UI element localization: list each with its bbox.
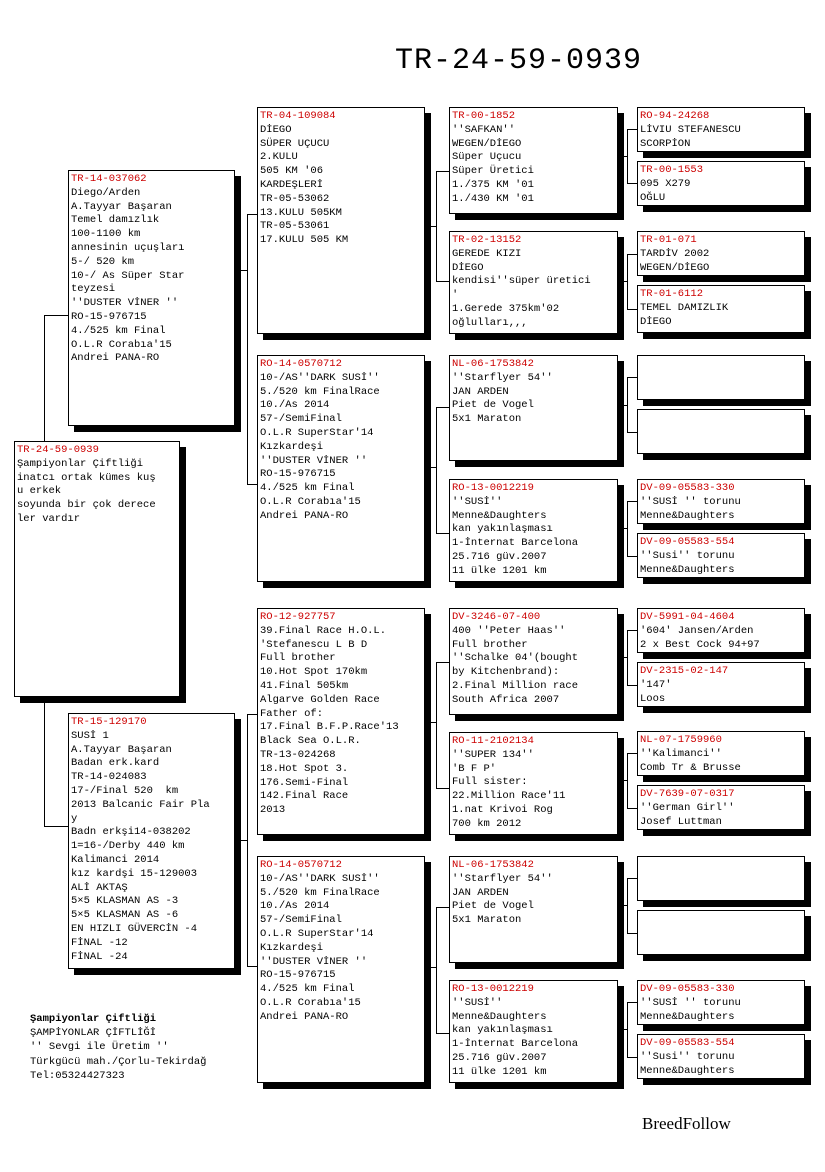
connector — [618, 1029, 627, 1030]
card-line: Father of: — [260, 707, 324, 720]
connector — [425, 967, 436, 968]
card-line: 1./375 KM '01 — [452, 178, 534, 191]
card-line: TEMEL DAMIZLIK — [640, 301, 729, 314]
connector — [247, 484, 257, 485]
card-line: Andrei PANA-RO — [260, 1010, 349, 1023]
connector — [425, 722, 436, 723]
card-line: 176.Semi-Final — [260, 776, 349, 789]
connector — [436, 788, 449, 789]
card-line: 4./525 km Final — [71, 324, 166, 337]
ring-number: RO-12-927757 — [260, 611, 336, 623]
card-line: Full sister: — [452, 776, 528, 789]
card-line: TR-14-024083 — [71, 771, 147, 784]
connector — [627, 753, 637, 754]
card-line: ''DUSTER VİNER '' — [260, 454, 368, 467]
card-line: ''Starflyer 54'' — [452, 371, 553, 384]
card-line: 10-/ As Süper Star — [71, 269, 185, 282]
ring-number: DV-2315-02-147 — [640, 665, 729, 677]
ring-number: TR-15-129170 — [71, 716, 147, 728]
card-line: 25.716 güv.2007 — [452, 1051, 547, 1064]
ring-number: DV-09-05583-330 — [640, 983, 735, 995]
connector — [627, 501, 637, 502]
connector — [436, 662, 437, 788]
card-gen4 — [637, 231, 805, 276]
ring-number: RO-13-0012219 — [452, 983, 534, 995]
connector — [618, 528, 627, 529]
connector — [425, 226, 436, 227]
connector — [436, 171, 449, 172]
card-gen4 — [637, 285, 805, 333]
card-line: 2.Final Million race — [452, 679, 579, 692]
card-sds — [449, 355, 618, 461]
connector — [627, 501, 628, 556]
card-line: ''Schalke 04'(bought — [452, 652, 579, 665]
ring-number: DV-09-05583-330 — [640, 482, 735, 494]
card-line: ALİ AKTAŞ — [71, 881, 128, 894]
card-gen4 — [637, 980, 805, 1025]
card-line: ''SUPER 134'' — [452, 748, 534, 761]
card-line: Kızkardeşi — [260, 440, 324, 453]
card-line: Full brother — [452, 638, 528, 651]
card-line: 11 ülke 1201 km — [452, 564, 547, 577]
card-gen4 — [637, 107, 805, 152]
card-line: DİEGO — [640, 315, 672, 328]
connector — [618, 281, 627, 282]
connector — [627, 377, 628, 432]
card-line: 41.Final 505km — [260, 679, 349, 692]
card-line: teyzesi — [71, 283, 116, 296]
card-line: 505 KM '06 — [260, 165, 324, 178]
breeder-address: Türkgücü mah./Çorlu-Tekirdağ — [30, 1055, 207, 1068]
card-line: ''Starflyer 54'' — [452, 872, 553, 885]
card-line: 10.Hot Spot 170km — [260, 666, 368, 679]
connector — [247, 714, 248, 966]
card-line: A.Tayyar Başaran — [71, 200, 172, 213]
connector — [627, 933, 637, 934]
connector — [247, 214, 257, 215]
ring-number: TR-02-13152 — [452, 234, 522, 246]
card-line: 5./520 km FinalRace — [260, 886, 380, 899]
connector — [44, 315, 68, 316]
card-line: EN HIZLI GÜVERCİN -4 — [71, 922, 198, 935]
card-line: Menne&Daughters — [452, 1010, 547, 1023]
card-line: 700 km 2012 — [452, 817, 522, 830]
pedigree-title: TR-24-59-0939 — [395, 44, 643, 78]
card-line: Süper Uçucu — [452, 151, 522, 164]
card-line: 5./520 km FinalRace — [260, 385, 380, 398]
card-line: Diego/Arden — [71, 186, 141, 199]
card-line: Full brother — [260, 652, 336, 665]
connector — [627, 254, 628, 309]
connector — [436, 907, 437, 1033]
card-dam-sire — [257, 608, 425, 835]
ring-number: RO-14-0570712 — [260, 358, 342, 370]
card-sss — [449, 107, 618, 214]
card-line: kendisi''süper üretici — [452, 275, 591, 288]
card-line: Black Sea O.L.R. — [260, 735, 361, 748]
connector — [627, 432, 637, 433]
card-gen4 — [637, 1034, 805, 1079]
ring-number: TR-01-6112 — [640, 288, 704, 300]
card-line: RO-15-976715 — [71, 310, 147, 323]
card-line: 2 x Best Cock 94+97 — [640, 638, 760, 651]
ring-number: RO-13-0012219 — [452, 482, 534, 494]
card-sire — [68, 170, 235, 426]
card-line: ''SAFKAN'' — [452, 123, 516, 136]
card-line: 2.KULU — [260, 151, 298, 164]
card-line: 5×5 KLASMAN AS -3 — [71, 895, 179, 908]
card-line: 10./As 2014 — [260, 900, 330, 913]
card-line: 25.716 güv.2007 — [452, 550, 547, 563]
card-line: kan yakınlaşması — [452, 1024, 553, 1037]
connector — [235, 840, 247, 841]
card-subject — [14, 441, 180, 697]
card-line: 10-/AS''DARK SUSİ'' — [260, 872, 380, 885]
card-dam — [68, 713, 235, 969]
card-line: 39.Final Race H.O.L. — [260, 624, 387, 637]
card-line: 18.Hot Spot 3. — [260, 762, 349, 775]
card-line: LİVIU STEFANESCU — [640, 123, 741, 136]
card-line: 22.Million Race'11 — [452, 790, 566, 803]
card-line: Comb Tr & Brusse — [640, 761, 741, 774]
card-line: ''German Girl'' — [640, 801, 735, 814]
card-line: ' — [452, 289, 459, 302]
card-line: Şampiyonlar Çiftliği — [17, 457, 144, 470]
connector — [436, 1033, 449, 1034]
card-line: 10./As 2014 — [260, 399, 330, 412]
card-line: 57-/SemiFinal — [260, 413, 342, 426]
ring-number: DV-5991-04-4604 — [640, 611, 735, 623]
card-line: Menne&Daughters — [640, 563, 735, 576]
connector — [627, 129, 628, 183]
card-line: Algarve Golden Race — [260, 693, 380, 706]
card-line: y — [71, 812, 78, 825]
card-line: JAN ARDEN — [452, 385, 509, 398]
card-line: 2013 — [260, 804, 286, 817]
card-line: RO-15-976715 — [260, 969, 336, 982]
card-gen4 — [637, 662, 805, 707]
breeder-name-upper: ŞAMPİYONLAR ÇİFTLİĞİ — [30, 1027, 157, 1040]
card-line: SCORPİON — [640, 137, 691, 150]
card-line: oğlulları,,, — [452, 316, 528, 329]
card-line: TR-05-53061 — [260, 220, 330, 233]
card-gen4 — [637, 856, 805, 901]
card-line: O.L.R Corabıa'15 — [260, 495, 361, 508]
card-dam-dam — [257, 856, 425, 1083]
connector — [618, 780, 627, 781]
connector — [436, 281, 449, 282]
connector — [627, 630, 637, 631]
ring-number: RO-11-2102134 — [452, 735, 534, 747]
card-line: 10-/AS''DARK SUSİ'' — [260, 371, 380, 384]
card-gen4 — [637, 731, 805, 776]
card-line: FİNAL -24 — [71, 950, 128, 963]
card-line: SÜPER UÇUCU — [260, 137, 330, 150]
ring-number: TR-00-1852 — [452, 110, 516, 122]
card-line: kız kardşi 15-129003 — [71, 867, 198, 880]
card-line: 100-1100 km — [71, 228, 141, 241]
card-line: by Kitchenbrand): — [452, 666, 560, 679]
connector — [44, 826, 68, 827]
card-line: 4./525 km Final — [260, 983, 355, 996]
connector — [235, 270, 247, 271]
connector — [627, 309, 637, 310]
card-line: Badn erkşi14-038202 — [71, 826, 191, 839]
card-line: 57-/SemiFinal — [260, 914, 342, 927]
card-line: 17.KULU 505 KM — [260, 234, 349, 247]
card-line: Kızkardeşi — [260, 941, 324, 954]
card-line: 4./525 km Final — [260, 482, 355, 495]
connector — [627, 377, 637, 378]
card-gen4 — [637, 608, 805, 653]
card-dsd — [449, 732, 618, 835]
card-line: ''SUSİ '' torunu — [640, 495, 741, 508]
ring-number: TR-04-109084 — [260, 110, 336, 122]
connector — [627, 1002, 628, 1057]
connector — [618, 905, 627, 906]
connector — [436, 907, 449, 908]
card-line: DİEGO — [452, 261, 484, 274]
card-line: DİEGO — [260, 123, 292, 136]
card-line: inatcı ortak kümes kuş — [17, 471, 156, 484]
ring-number: DV-3246-07-400 — [452, 611, 541, 623]
card-ssd — [449, 231, 618, 334]
card-line: Andrei PANA-RO — [260, 509, 349, 522]
card-line: Süper Üretici — [452, 165, 534, 178]
card-line: O.L.R Corabıa'15 — [260, 996, 361, 1009]
ring-number: NL-06-1753842 — [452, 859, 534, 871]
card-line: Menne&Daughters — [640, 509, 735, 522]
card-line: 1.nat Krivoi Rog — [452, 803, 553, 816]
ring-number: RO-14-0570712 — [260, 859, 342, 871]
card-line: 1=16-/Derby 440 km — [71, 840, 185, 853]
connector — [618, 657, 627, 658]
connector — [627, 1057, 637, 1058]
ring-number: RO-94-24268 — [640, 110, 710, 122]
connector — [436, 407, 437, 533]
card-line: 5×5 KLASMAN AS -6 — [71, 909, 179, 922]
card-line: 11 ülke 1201 km — [452, 1065, 547, 1078]
card-line: South Africa 2007 — [452, 693, 560, 706]
card-line: TR-13-024268 — [260, 748, 336, 761]
card-line: Loos — [640, 692, 666, 705]
card-ddd — [449, 980, 618, 1083]
connector — [44, 697, 45, 827]
card-line: annesinin uçuşları — [71, 241, 185, 254]
breeder-name: Şampiyonlar Çiftliği — [30, 1013, 157, 1025]
card-line: 095 X279 — [640, 177, 691, 190]
connector — [627, 129, 637, 130]
connector — [436, 407, 449, 408]
card-line: 1-İnternat Barcelona — [452, 1038, 579, 1051]
breeder-slogan: '' Sevgi ile Üretim '' — [30, 1041, 169, 1054]
ring-number: NL-07-1759960 — [640, 734, 722, 746]
connector — [627, 685, 637, 686]
connector — [627, 878, 628, 933]
card-gen4 — [637, 355, 805, 400]
card-line: 17.Final B.F.P.Race'13 — [260, 721, 399, 734]
card-line: 5-/ 520 km — [71, 255, 135, 268]
connector — [618, 156, 627, 157]
connector — [436, 662, 449, 663]
connector — [247, 966, 257, 967]
card-sdd — [449, 479, 618, 582]
connector — [627, 183, 637, 184]
card-line: Badan erk.kard — [71, 757, 160, 770]
card-line: OĞLU — [640, 191, 666, 204]
connector — [627, 630, 628, 685]
card-line: soyunda bir çok derece — [17, 499, 156, 512]
card-line: ''SUSİ '' torunu — [640, 996, 741, 1009]
card-line: u erkek — [17, 485, 62, 498]
connector — [627, 556, 637, 557]
ring-number: DV-09-05583-554 — [640, 536, 735, 548]
card-line: 'B F P' — [452, 762, 497, 775]
card-line: O.L.R SuperStar'14 — [260, 927, 374, 940]
card-line: Andrei PANA-RO — [71, 352, 160, 365]
card-line: Menne&Daughters — [640, 1064, 735, 1077]
card-dss — [449, 608, 618, 715]
ring-number: TR-01-071 — [640, 234, 697, 246]
card-line: TR-05-53062 — [260, 192, 330, 205]
connector — [436, 533, 449, 534]
breeder-phone: Tel:05324427323 — [30, 1069, 125, 1082]
connector — [627, 753, 628, 808]
card-line: WEGEN/DİEGO — [640, 261, 710, 274]
breeder-contact — [30, 1012, 206, 1083]
ring-number: TR-24-59-0939 — [17, 444, 99, 456]
card-line: ler vardır — [17, 512, 81, 525]
ring-number: TR-14-037062 — [71, 173, 147, 185]
card-gen4 — [637, 161, 805, 206]
ring-number: TR-00-1553 — [640, 164, 704, 176]
card-line: Kalimanci 2014 — [71, 853, 160, 866]
connector — [627, 1002, 637, 1003]
card-line: ''Susi'' torunu — [640, 1050, 735, 1063]
card-line: ''DUSTER VİNER '' — [71, 297, 179, 310]
card-line: O.L.R Corabıa'15 — [71, 338, 172, 351]
connector — [436, 171, 437, 281]
card-line: ''DUSTER VİNER '' — [260, 955, 368, 968]
card-line: Menne&Daughters — [452, 509, 547, 522]
card-line: 1-İnternat Barcelona — [452, 537, 579, 550]
card-dds — [449, 856, 618, 963]
card-sire-sire — [257, 107, 425, 334]
card-line: 1./430 KM '01 — [452, 192, 534, 205]
card-line: TARDİV 2002 — [640, 247, 710, 260]
card-line: KARDEŞLERİ — [260, 178, 324, 191]
card-line: ''SUSİ'' — [452, 495, 503, 508]
card-line: GEREDE KIZI — [452, 247, 522, 260]
card-gen4 — [637, 409, 805, 454]
card-line: SUSİ 1 — [71, 729, 109, 742]
card-line: kan yakınlaşması — [452, 523, 553, 536]
card-line: JAN ARDEN — [452, 886, 509, 899]
ring-number: DV-7639-07-0317 — [640, 788, 735, 800]
card-line: 1.Gerede 375km'02 — [452, 302, 560, 315]
card-line: 17-/Final 520 km — [71, 784, 179, 797]
card-line: 142.Final Race — [260, 790, 349, 803]
card-line: ''SUSİ'' — [452, 996, 503, 1009]
card-line: Piet de Vogel — [452, 900, 534, 913]
card-line: Menne&Daughters — [640, 1010, 735, 1023]
card-line: '147' — [640, 678, 672, 691]
card-line: 'Stefanescu L B D — [260, 638, 368, 651]
connector — [618, 405, 627, 406]
card-gen4 — [637, 533, 805, 578]
brand-logo: BreedFollow — [642, 1114, 731, 1133]
card-line: Josef Luttman — [640, 815, 722, 828]
card-line: 5x1 Maraton — [452, 413, 522, 426]
card-line: 5x1 Maraton — [452, 914, 522, 927]
card-gen4 — [637, 785, 805, 830]
ring-number: DV-09-05583-554 — [640, 1037, 735, 1049]
connector — [247, 714, 257, 715]
card-line: WEGEN/DİEGO — [452, 137, 522, 150]
card-line: ''Susi'' torunu — [640, 549, 735, 562]
card-gen4 — [637, 910, 805, 955]
card-line: RO-15-976715 — [260, 468, 336, 481]
connector — [627, 808, 637, 809]
card-gen4 — [637, 479, 805, 524]
card-line: O.L.R SuperStar'14 — [260, 426, 374, 439]
card-line: 13.KULU 505KM — [260, 206, 342, 219]
card-sire-dam — [257, 355, 425, 582]
card-line: ''Kalimanci'' — [640, 747, 722, 760]
card-line: Piet de Vogel — [452, 399, 534, 412]
card-line: FİNAL -12 — [71, 936, 128, 949]
connector — [247, 214, 248, 484]
ring-number: NL-06-1753842 — [452, 358, 534, 370]
connector — [627, 878, 637, 879]
card-line: Temel damızlık — [71, 214, 160, 227]
card-line: 2013 Balcanic Fair Pla — [71, 798, 210, 811]
card-line: A.Tayyar Başaran — [71, 743, 172, 756]
connector — [44, 315, 45, 441]
card-line: 400 ''Peter Haas'' — [452, 624, 566, 637]
connector — [627, 254, 637, 255]
connector — [425, 467, 436, 468]
card-line: '604' Jansen/Arden — [640, 624, 754, 637]
